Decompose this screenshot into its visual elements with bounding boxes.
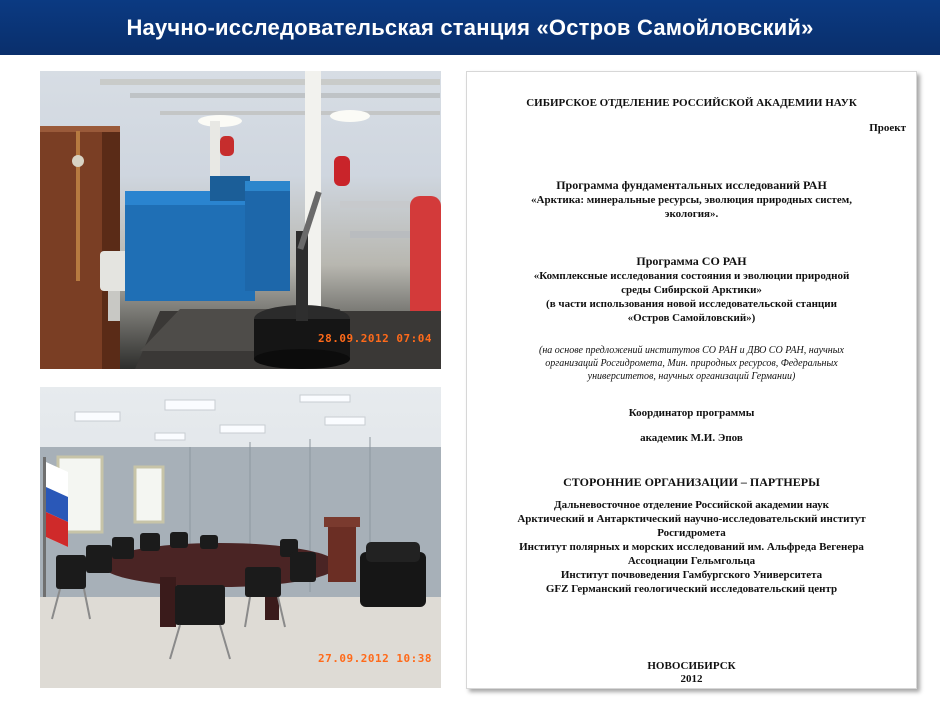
partner-item: Дальневосточное отделение Российской академии наук [554,499,829,511]
photo-timestamp: 27.09.2012 10:38 [318,652,432,665]
year: 2012 [680,673,703,685]
photo-timestamp: 28.09.2012 07:04 [318,332,432,345]
meeting-room-illustration [40,387,441,688]
boiler-room-photo [40,71,441,369]
slide-title: Научно-исследовательская станция «Остров Самойловский» [126,14,814,40]
program2-line: (в части использования новой исследовательской станции [546,298,837,310]
basis-line: организаций Росгидромета, Мин. природных ресурсов, Федеральных [545,358,838,369]
partner-item: Арктический и Антарктический научно-исследовательский институт [517,513,866,525]
program1-title: Программа фундаментальных исследований РАН [556,178,827,192]
partner-item: Институт почвоведения Гамбургского Университета [560,569,823,581]
program1-line: «Арктика: минеральные ресурсы, эволюция природных систем, [531,194,852,206]
meeting-room-photo [40,387,441,688]
coordinator-label: Координатор программы [628,407,755,419]
program2-line: среды Сибирской Арктики» [621,284,762,296]
city: НОВОСИБИРСК [647,660,736,672]
draft-label: Проект [869,122,906,134]
partner-item: Ассоциации Гельмгольца [627,555,756,567]
coordinator-name: академик М.И. Эпов [640,432,743,444]
program2-title: Программа СО РАН [636,254,747,268]
basis-line: университетов, научных организаций Германии) [587,371,796,382]
partners-heading: СТОРОННИЕ ОРГАНИЗАЦИИ – ПАРТНЕРЫ [563,475,820,489]
organization-heading: СИБИРСКОЕ ОТДЕЛЕНИЕ РОССИЙСКОЙ АКАДЕМИИ НАУК [526,97,857,109]
partner-item: GFZ Германский геологический исследовательский центр [545,583,838,595]
slide-title-bar [0,0,940,55]
boiler-room-illustration [40,71,441,369]
program1-line: экология». [664,208,719,220]
program-document [466,71,917,689]
program2-line: «Комплексные исследования состояния и эволюции природной [533,270,850,282]
partner-item: Институт полярных и морских исследований им. Альфреда Вегенера [519,541,864,553]
program2-line: «Остров Самойловский») [627,312,756,324]
partner-item: Росгидромета [657,527,726,539]
basis-line: (на основе предложений институтов СО РАН и ДВО СО РАН, научных [539,345,844,356]
